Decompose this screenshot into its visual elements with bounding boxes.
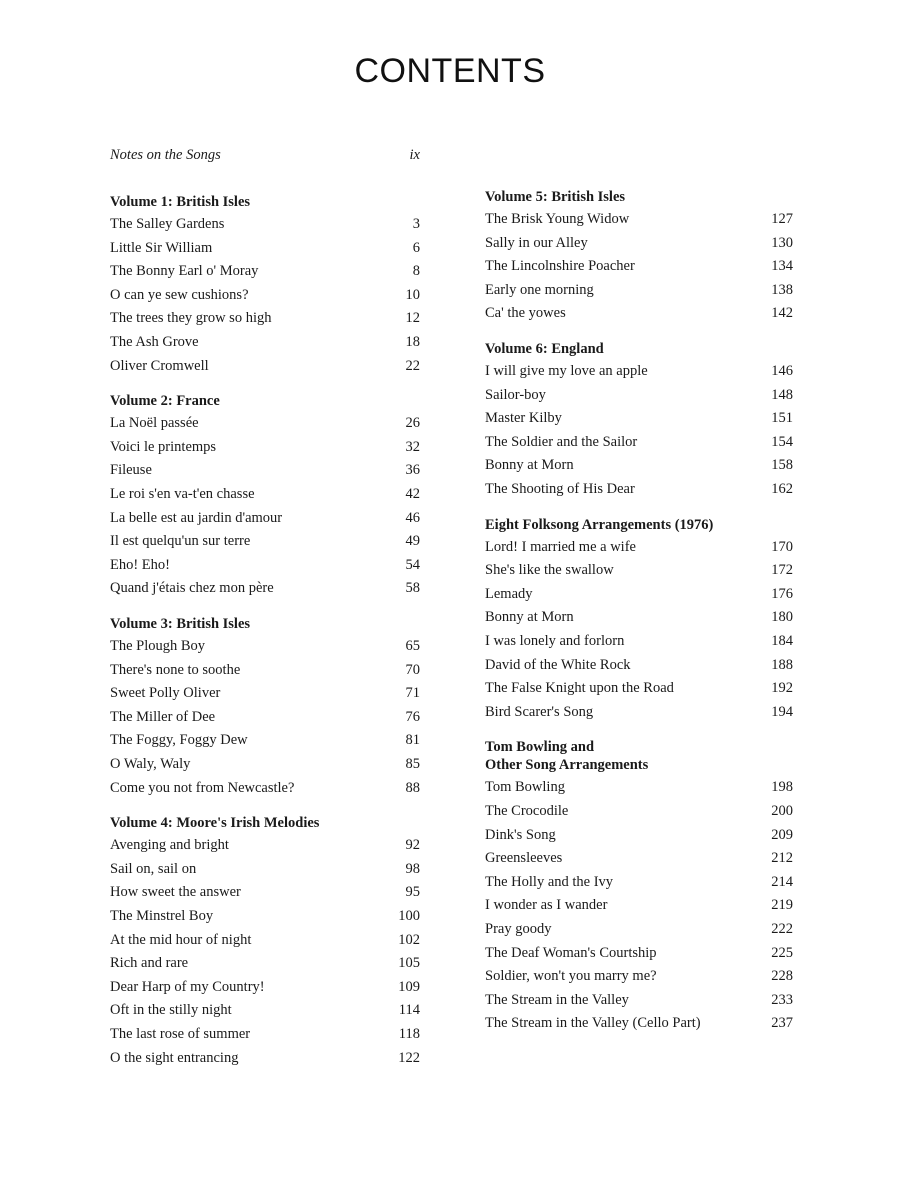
entry-title: The Shooting of His Dear bbox=[485, 481, 635, 497]
entry-page: 8 bbox=[412, 263, 420, 280]
contents-entry[interactable] bbox=[110, 331, 420, 353]
section-heading: Eight Folksong Arrangements (1976) bbox=[485, 516, 714, 533]
entry-page: 192 bbox=[771, 680, 793, 697]
entry-page: 114 bbox=[398, 1002, 420, 1019]
entry-title: The Stream in the Valley bbox=[485, 991, 629, 1008]
entry-page: 219 bbox=[771, 897, 793, 914]
entry-title: Sailor-boy bbox=[485, 386, 546, 403]
entry-title: At the mid hour of night bbox=[110, 931, 252, 948]
contents-entry[interactable] bbox=[110, 729, 420, 751]
section-heading: Volume 6: England bbox=[485, 341, 604, 357]
entry-page: 146 bbox=[771, 363, 793, 379]
entry-page: 212 bbox=[771, 850, 793, 867]
entry-page: 188 bbox=[771, 656, 793, 673]
contents-entry[interactable] bbox=[110, 530, 420, 552]
contents-entry[interactable] bbox=[485, 360, 793, 382]
entry-page: 70 bbox=[405, 661, 420, 678]
contents-entry[interactable] bbox=[485, 630, 793, 652]
entry-title: Quand j'étais chez mon père bbox=[110, 580, 274, 597]
contents-entry[interactable] bbox=[485, 800, 793, 822]
entry-page: 10 bbox=[405, 286, 420, 303]
contents-entry[interactable] bbox=[110, 1047, 420, 1069]
entry-page: 81 bbox=[405, 732, 420, 749]
entry-title: David of the White Rock bbox=[485, 656, 631, 673]
entry-title: The trees they grow so high bbox=[110, 310, 272, 327]
contents-entry[interactable] bbox=[485, 871, 793, 893]
contents-entry[interactable] bbox=[485, 431, 793, 453]
entry-page: 158 bbox=[771, 457, 793, 474]
entry-page: 228 bbox=[771, 968, 793, 985]
section-heading: Volume 4: Moore's Irish Melodies bbox=[110, 815, 320, 832]
contents-entry[interactable] bbox=[485, 824, 793, 846]
entry-page: 105 bbox=[398, 955, 420, 972]
contents-entry[interactable] bbox=[485, 989, 793, 1011]
entry-title: Le roi s'en va-t'en chasse bbox=[110, 486, 255, 502]
entry-title: O the sight entrancing bbox=[110, 1049, 239, 1066]
notes-entry[interactable] bbox=[110, 144, 420, 166]
page-title: CONTENTS bbox=[354, 52, 546, 90]
entry-title: Rich and rare bbox=[110, 955, 189, 972]
entry-page: 95 bbox=[405, 884, 420, 901]
contents-entry[interactable] bbox=[485, 701, 793, 723]
entry-page: 130 bbox=[771, 234, 793, 251]
contents-entry[interactable] bbox=[110, 881, 420, 903]
entry-page: 22 bbox=[405, 357, 420, 374]
entry-title: Little Sir William bbox=[110, 239, 213, 256]
entry-title: The Ash Grove bbox=[110, 334, 199, 350]
entry-title: Eho! Eho! bbox=[110, 556, 170, 573]
contents-entry[interactable] bbox=[485, 208, 793, 230]
section-heading: Tom Bowling and Other Song Arrangements bbox=[485, 739, 649, 774]
entry-page: 54 bbox=[405, 556, 420, 573]
entry-title: O can ye sew cushions? bbox=[110, 286, 249, 303]
entry-page: 58 bbox=[405, 580, 420, 597]
contents-entry[interactable] bbox=[485, 776, 793, 798]
entry-page: 148 bbox=[771, 386, 793, 403]
contents-entry[interactable] bbox=[485, 232, 793, 254]
entry-page: 214 bbox=[771, 873, 793, 890]
entry-page: 176 bbox=[771, 585, 793, 602]
entry-page: 122 bbox=[398, 1049, 420, 1066]
contents-entry[interactable] bbox=[110, 753, 420, 775]
contents-entry[interactable] bbox=[485, 478, 793, 500]
contents-entry[interactable] bbox=[110, 507, 420, 529]
entry-title: Bird Scarer's Song bbox=[485, 703, 594, 720]
entry-title: Soldier, won't you marry me? bbox=[485, 968, 657, 985]
entry-title: Sweet Polly Oliver bbox=[110, 685, 221, 702]
entry-title: Sally in our Alley bbox=[485, 234, 588, 251]
entry-page: 225 bbox=[771, 944, 793, 961]
entry-page: 98 bbox=[405, 860, 420, 877]
contents-entry[interactable] bbox=[485, 454, 793, 476]
entry-page: 162 bbox=[771, 481, 793, 497]
entry-page: 194 bbox=[771, 703, 793, 720]
entry-page: 88 bbox=[405, 779, 420, 796]
contents-entry[interactable] bbox=[110, 412, 420, 434]
contents-entry[interactable] bbox=[485, 559, 793, 581]
section-heading: Volume 5: British Isles bbox=[485, 189, 626, 205]
contents-entry[interactable] bbox=[485, 1012, 793, 1034]
entry-title: The Plough Boy bbox=[110, 638, 206, 654]
entry-page: 222 bbox=[771, 921, 793, 937]
entry-title: The Miller of Dee bbox=[110, 708, 216, 725]
entry-page: 85 bbox=[405, 756, 420, 772]
entry-page: 209 bbox=[771, 826, 793, 843]
notes-page: ix bbox=[409, 147, 420, 163]
contents-entry[interactable] bbox=[110, 929, 420, 951]
entry-title: The Holly and the Ivy bbox=[485, 873, 614, 890]
contents-entry[interactable] bbox=[110, 483, 420, 505]
contents-entry[interactable] bbox=[110, 952, 420, 974]
entry-title: Pray goody bbox=[485, 921, 552, 937]
entry-page: 71 bbox=[405, 685, 420, 702]
entry-page: 118 bbox=[398, 1026, 420, 1042]
contents-entry[interactable] bbox=[110, 284, 420, 306]
entry-page: 100 bbox=[398, 908, 420, 924]
contents-entry[interactable] bbox=[485, 583, 793, 605]
entry-title: Greensleeves bbox=[485, 850, 563, 867]
entry-page: 6 bbox=[412, 239, 420, 256]
entry-page: 32 bbox=[405, 438, 420, 455]
contents-entry[interactable] bbox=[110, 682, 420, 704]
entry-title: She's like the swallow bbox=[485, 562, 614, 579]
entry-page: 200 bbox=[771, 803, 793, 819]
entry-title: Lord! I married me a wife bbox=[485, 538, 636, 555]
entry-title: I will give my love an apple bbox=[485, 363, 648, 379]
entry-page: 76 bbox=[405, 708, 420, 725]
entry-title: The Foggy, Foggy Dew bbox=[110, 732, 248, 749]
entry-page: 26 bbox=[405, 415, 420, 432]
entry-page: 109 bbox=[398, 978, 420, 995]
entry-page: 180 bbox=[771, 609, 793, 626]
contents-entry[interactable] bbox=[110, 436, 420, 458]
entry-page: 172 bbox=[771, 562, 793, 579]
contents-entry[interactable] bbox=[485, 918, 793, 940]
entry-page: 102 bbox=[398, 931, 420, 948]
entry-title: I was lonely and forlorn bbox=[485, 633, 625, 649]
contents-entry[interactable] bbox=[110, 260, 420, 282]
contents-entry[interactable] bbox=[485, 407, 793, 429]
entry-title: The Minstrel Boy bbox=[110, 908, 214, 924]
entry-title: O Waly, Waly bbox=[110, 756, 191, 772]
entry-title: Early one morning bbox=[485, 281, 594, 298]
contents-entry[interactable] bbox=[110, 976, 420, 998]
contents-entry[interactable] bbox=[485, 654, 793, 676]
entry-title: The Deaf Woman's Courtship bbox=[485, 944, 657, 961]
entry-title: Oft in the stilly night bbox=[110, 1002, 232, 1019]
contents-entry[interactable] bbox=[110, 777, 420, 799]
contents-entry[interactable] bbox=[485, 536, 793, 558]
entry-page: 154 bbox=[771, 433, 793, 450]
entry-title: I wonder as I wander bbox=[485, 897, 608, 914]
entry-title: Avenging and bright bbox=[110, 837, 229, 854]
contents-entry[interactable] bbox=[485, 279, 793, 301]
contents-entry[interactable] bbox=[110, 355, 420, 377]
entry-title: Voici le printemps bbox=[110, 438, 217, 455]
contents-entry[interactable] bbox=[110, 834, 420, 856]
entry-title: Master Kilby bbox=[485, 410, 562, 427]
entry-page: 151 bbox=[771, 410, 793, 427]
entry-page: 65 bbox=[405, 638, 420, 654]
entry-title: The Salley Gardens bbox=[110, 216, 225, 232]
entry-title: Fileuse bbox=[110, 462, 152, 479]
contents-entry[interactable] bbox=[110, 999, 420, 1021]
contents-entry[interactable] bbox=[485, 965, 793, 987]
entry-page: 92 bbox=[405, 837, 420, 854]
entry-title: Dink's Song bbox=[485, 826, 556, 843]
entry-title: The Stream in the Valley (Cello Part) bbox=[485, 1015, 701, 1032]
entry-title: The Soldier and the Sailor bbox=[485, 433, 638, 450]
entry-title: Il est quelqu'un sur terre bbox=[110, 533, 251, 550]
contents-entry[interactable] bbox=[485, 302, 793, 324]
entry-title: Bonny at Morn bbox=[485, 609, 574, 626]
notes-label: Notes on the Songs bbox=[110, 147, 221, 163]
entry-title: The False Knight upon the Road bbox=[485, 680, 674, 697]
entry-title: Tom Bowling bbox=[485, 779, 565, 796]
contents-entry[interactable] bbox=[110, 635, 420, 657]
entry-title: There's none to soothe bbox=[110, 661, 241, 678]
entry-page: 237 bbox=[771, 1015, 793, 1032]
entry-page: 142 bbox=[771, 305, 793, 322]
entry-title: Come you not from Newcastle? bbox=[110, 779, 295, 796]
contents-entry[interactable] bbox=[485, 942, 793, 964]
entry-title: Sail on, sail on bbox=[110, 860, 197, 877]
entry-page: 233 bbox=[771, 991, 793, 1008]
entry-title: The last rose of summer bbox=[110, 1026, 251, 1042]
contents-entry[interactable] bbox=[485, 606, 793, 628]
contents-entry[interactable] bbox=[110, 1023, 420, 1045]
contents-entry[interactable] bbox=[485, 255, 793, 277]
entry-title: The Bonny Earl o' Moray bbox=[110, 263, 259, 280]
entry-page: 18 bbox=[405, 334, 420, 350]
entry-page: 36 bbox=[405, 462, 420, 479]
contents-entry[interactable] bbox=[110, 459, 420, 481]
contents-entry[interactable] bbox=[485, 847, 793, 869]
section-heading: Volume 1: British Isles bbox=[110, 194, 251, 210]
entry-page: 3 bbox=[412, 216, 420, 232]
entry-title: Oliver Cromwell bbox=[110, 357, 209, 374]
contents-entry[interactable] bbox=[110, 905, 420, 927]
entry-title: La Noël passée bbox=[110, 415, 199, 432]
entry-title: Dear Harp of my Country! bbox=[110, 978, 265, 995]
contents-entry[interactable] bbox=[110, 577, 420, 599]
contents-entry[interactable] bbox=[485, 384, 793, 406]
entry-page: 127 bbox=[771, 211, 793, 227]
entry-title: How sweet the answer bbox=[110, 884, 241, 901]
entry-page: 170 bbox=[771, 538, 793, 555]
contents-entry[interactable] bbox=[110, 706, 420, 728]
entry-title: La belle est au jardin d'amour bbox=[110, 509, 283, 526]
entry-page: 138 bbox=[771, 281, 793, 298]
entry-page: 184 bbox=[771, 633, 793, 649]
contents-entry[interactable] bbox=[110, 213, 420, 235]
contents-entry[interactable] bbox=[110, 554, 420, 576]
contents-entry[interactable] bbox=[110, 237, 420, 259]
entry-title: Ca' the yowes bbox=[485, 305, 566, 322]
entry-page: 198 bbox=[771, 779, 793, 796]
entry-title: Lemady bbox=[485, 585, 533, 602]
entry-page: 42 bbox=[405, 486, 420, 502]
entry-page: 12 bbox=[405, 310, 420, 327]
entry-page: 46 bbox=[405, 509, 420, 526]
contents-entry[interactable] bbox=[110, 858, 420, 880]
contents-entry[interactable] bbox=[485, 894, 793, 916]
entry-page: 134 bbox=[771, 258, 793, 275]
entry-title: Bonny at Morn bbox=[485, 457, 574, 474]
entry-title: The Crocodile bbox=[485, 803, 569, 819]
entry-title: The Brisk Young Widow bbox=[485, 211, 630, 227]
section-heading: Volume 2: France bbox=[110, 393, 220, 410]
section-heading: Volume 3: British Isles bbox=[110, 616, 251, 632]
entry-title: The Lincolnshire Poacher bbox=[485, 258, 635, 275]
contents-entry[interactable] bbox=[110, 659, 420, 681]
entry-page: 49 bbox=[405, 533, 420, 550]
contents-entry[interactable] bbox=[485, 677, 793, 699]
contents-entry[interactable] bbox=[110, 307, 420, 329]
